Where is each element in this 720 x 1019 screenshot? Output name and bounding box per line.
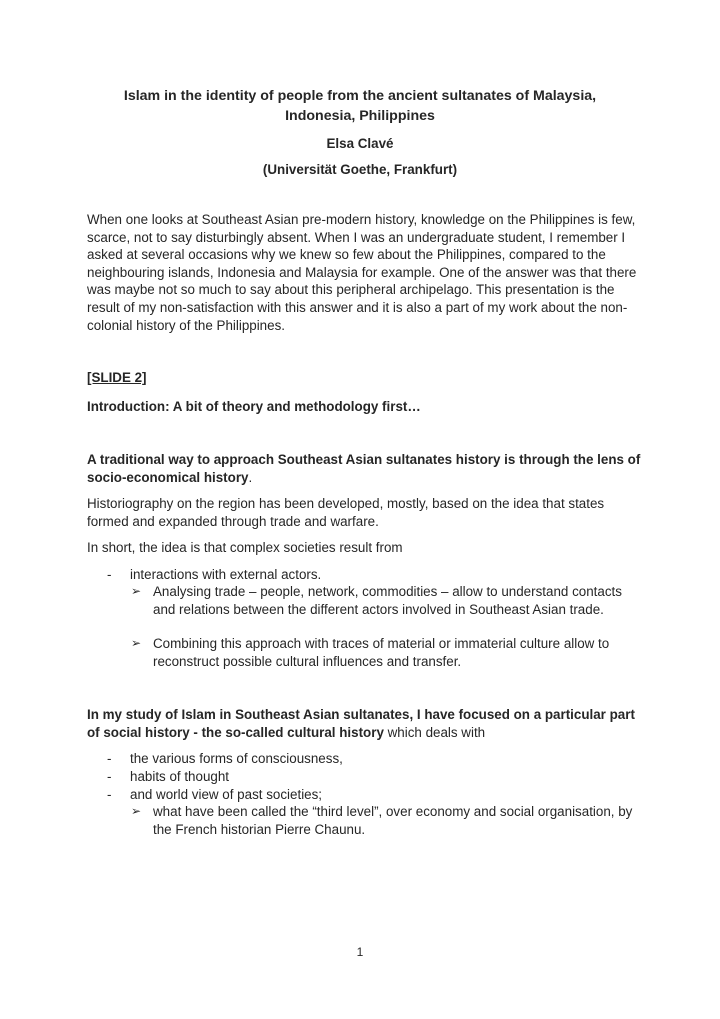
list-sub-item-text: what have been called the “third level”, over economy and social organisation, by the French historian Pierre Chaunu. (153, 804, 633, 837)
traditional-heading-end: . (248, 469, 253, 485)
study-heading (87, 706, 642, 741)
author-affiliation: (Universität Goethe, Frankfurt) (262, 162, 458, 177)
intro-paragraph: When one looks at Southeast Asian pre-modern history, knowledge on the Philippines is few, scarce, not to say disturbingly absent. When I was an undergraduate student, I remember I asked at several occasions why we knew so few about the Philippines, compared to the neighbouring islands, Indonesia and Malaysia for example. One of the answer was that there was maybe not so much to say about this peripheral archipelago. This presentation is the result of my non-satisfaction with this answer and it is also a part of my work about the non-colonial history of the Philippines. (87, 212, 637, 333)
document-title: Islam in the identity of people from the ancient sultanates of Malaysia, Indonesia, Philippines (123, 88, 597, 124)
list-item-text: the various forms of consciousness, (130, 751, 343, 766)
list-sub-item-text: Combining this approach with traces of material or immaterial culture allow to reconstruct possible cultural influences and transfer. (153, 636, 610, 669)
historiography-paragraph: Historiography on the region has been developed, mostly, based on the idea that states formed and expanded through trade and warfare. (87, 496, 605, 529)
arrow-bullet-icon: ➢ (131, 804, 142, 818)
list-item-text: interactions with external actors. (130, 567, 322, 582)
in-short-paragraph: In short, the idea is that complex societies result from (87, 540, 403, 555)
author-name: Elsa Clavé (326, 136, 394, 151)
arrow-bullet-icon: ➢ (131, 636, 142, 650)
slide-label: [SLIDE 2] (87, 370, 147, 385)
dash-bullet: - (107, 751, 112, 766)
dash-bullet: - (107, 787, 112, 802)
list-sub-item-text: Analysing trade – people, network, commodities – allow to understand contacts and relations between the different actors involved in Southeast Asian trade. (153, 584, 622, 617)
dash-bullet: - (107, 567, 112, 582)
study-heading-bold: In my study of Islam in Southeast Asian sultanates, I have focused on a particular part of social history - the so-called cultural history (87, 707, 635, 740)
section-heading: Introduction: A bit of theory and methodology first… (87, 399, 421, 414)
page-number: 1 (356, 945, 364, 959)
arrow-bullet-icon: ➢ (131, 584, 142, 598)
study-heading-rest: which deals with (383, 724, 486, 740)
list-item-text: habits of thought (130, 769, 230, 784)
traditional-heading (87, 451, 642, 486)
list-item-text: and world view of past societies; (130, 787, 323, 802)
traditional-heading-text: A traditional way to approach Southeast Asian sultanates history is through the lens of socio-economical history (87, 452, 641, 485)
dash-bullet: - (107, 769, 112, 784)
